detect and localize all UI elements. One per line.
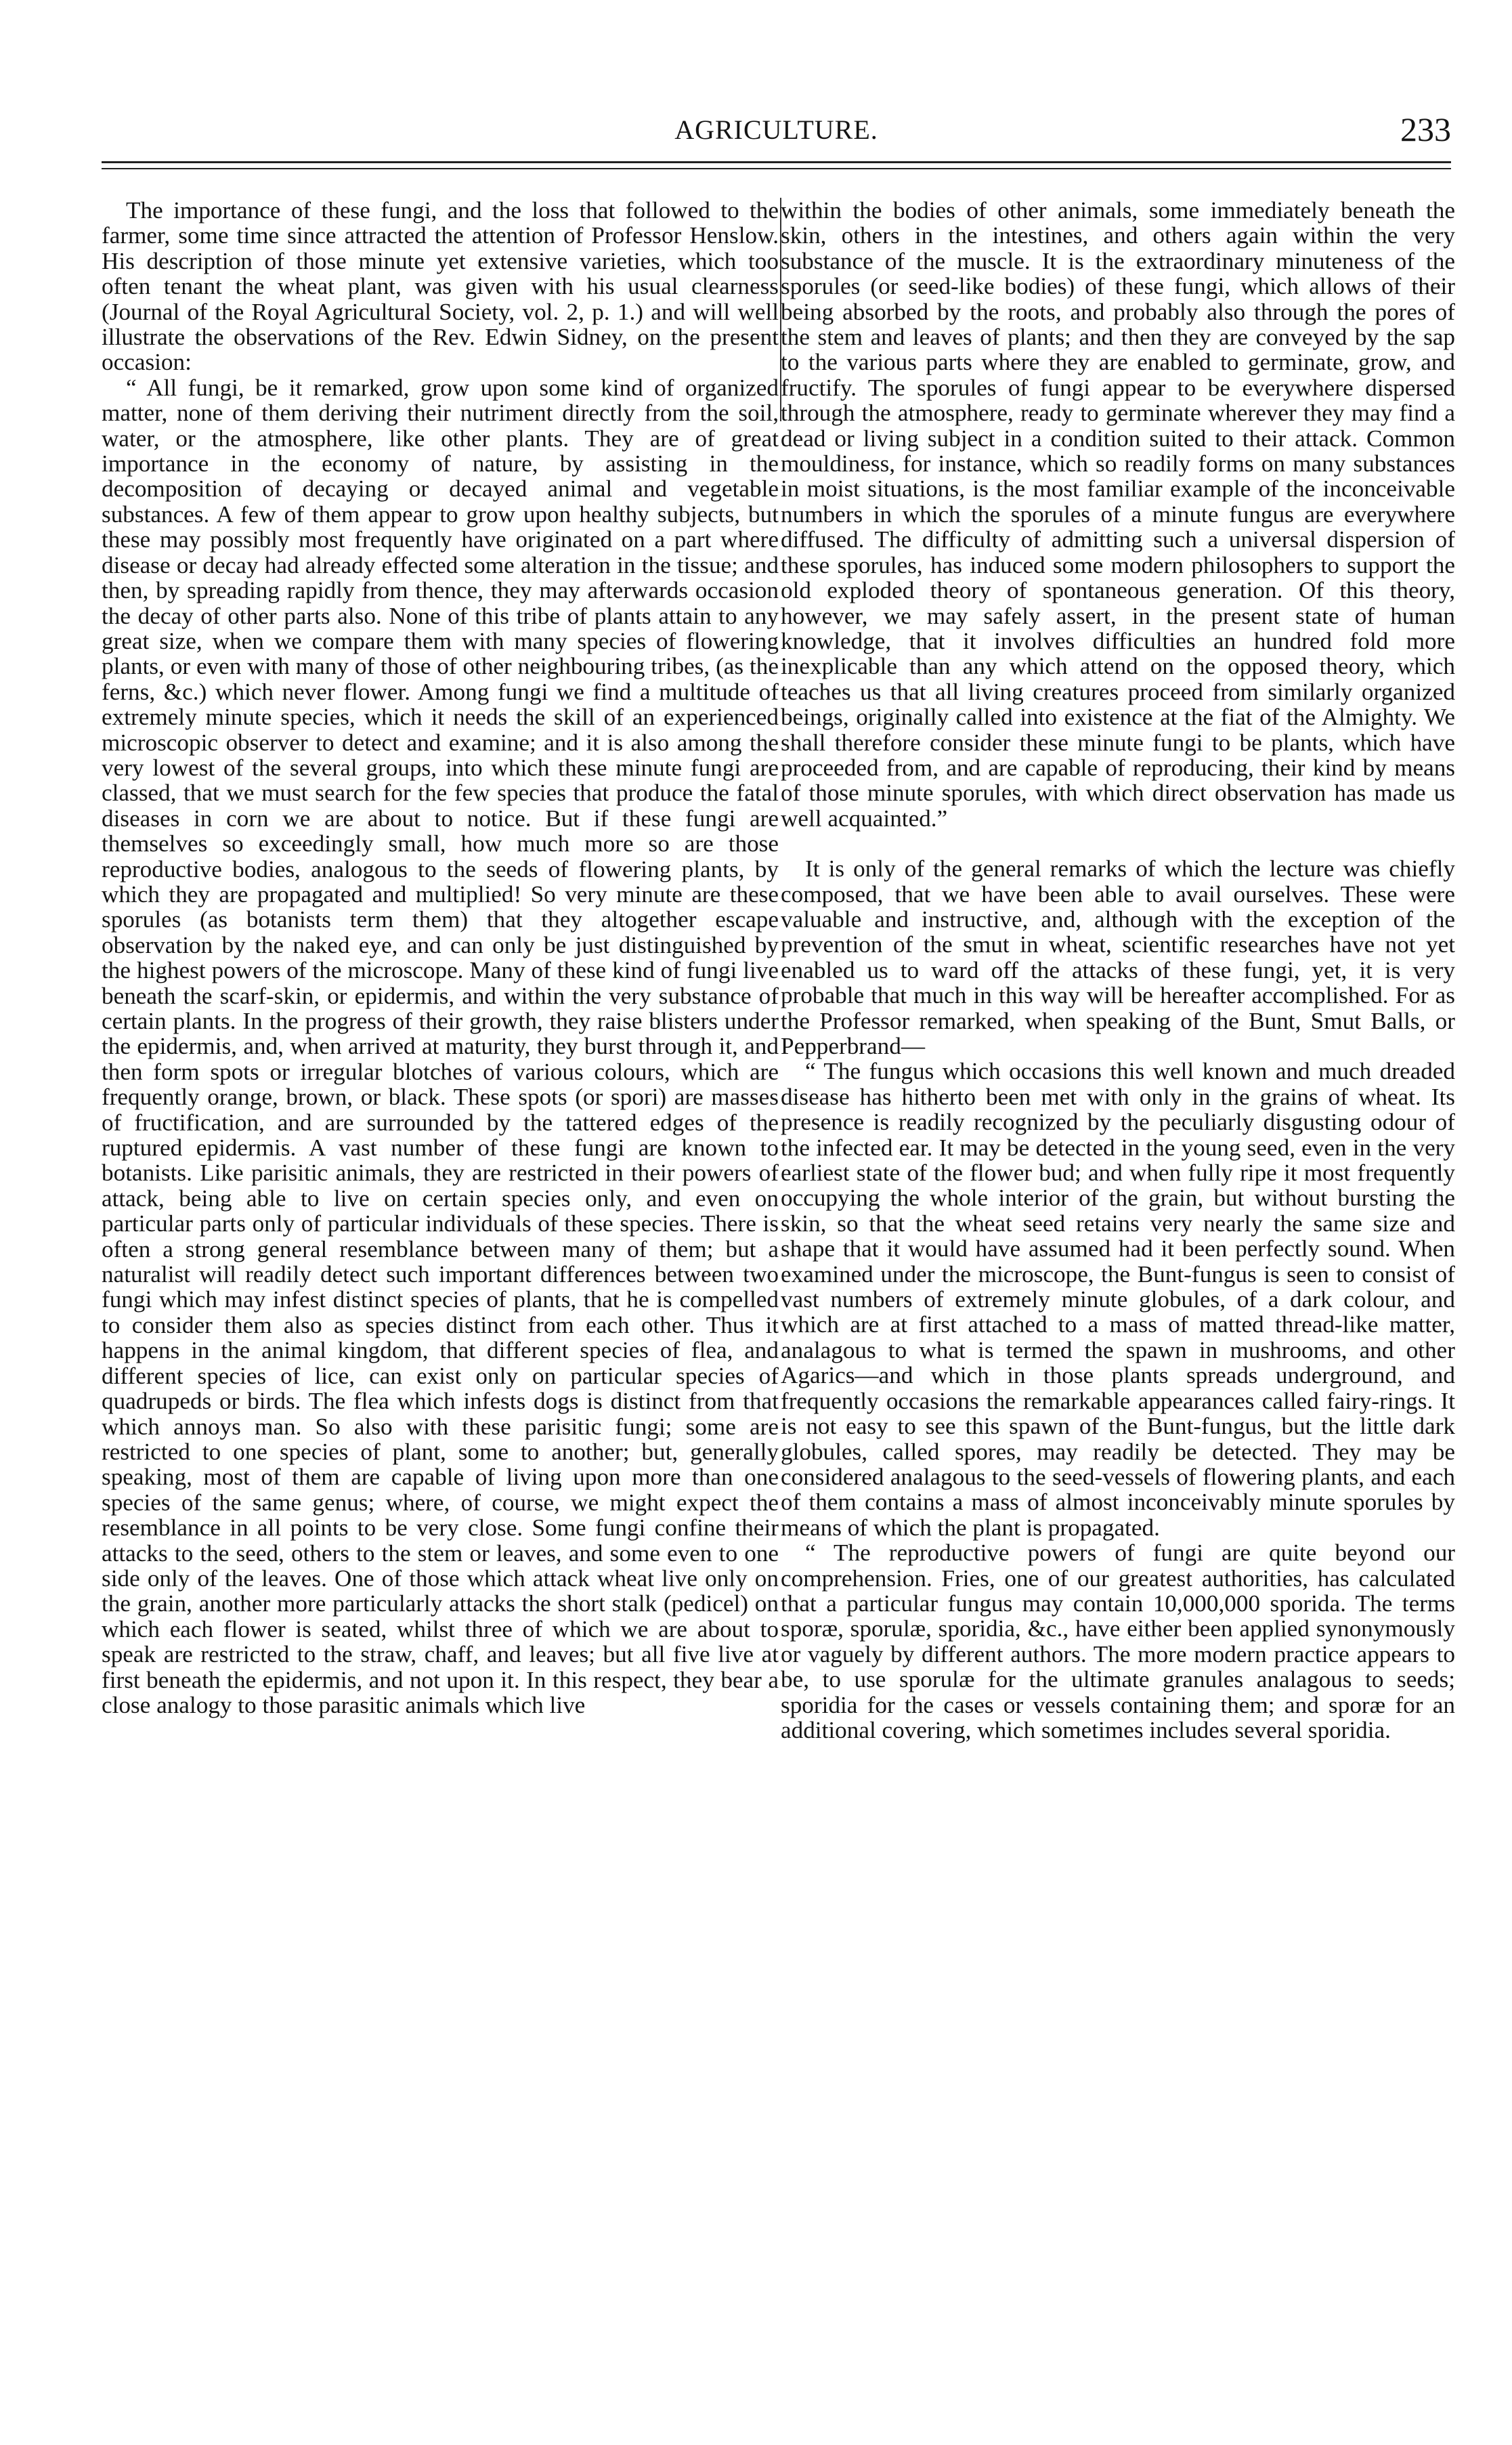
running-title: AGRICULTURE.	[674, 114, 878, 145]
paragraph: “ All fungi, be it remarked, grow upon some kind of organized matter, none of them deriving their nutriment directly from the soil, water, or the atmosphere, like other plants. They are of great importance in the economy of nature, by assisting in the decomposition of decaying or decayed animal and vegetable substances. A few of them appear to grow upon healthy subjects, but these may possibly most frequently have originated on a part where disease or decay had already effected some alteration in the tissue; and then, by spreading rapidly from thence, they may afterwards occasion the decay of other parts also. None of this tribe of plants attain to any great size, when we compare them with many species of flowering plants, or even with many of those of other neighbouring tribes, (as the ferns, &c.) which never flower. Among fungi we find a multitude of extremely minute species, which it needs the skill of an experienced microscopic observer to detect and examine; and it is also among the very lowest of the several groups, into which these minute fungi are classed, that we must search for the few species that produce the fatal diseases in corn we are about to notice. But if these fungi are themselves so exceedingly small, how much more so are those reproductive bodies, analogous to the seeds of flowering plants, by which they are propagated and multiplied! So very minute are these sporules (as botanists term them) that they altogether escape observation by the naked eye, and can only be just distinguished by the highest powers of the microscope. Many of these kind of fungi live beneath the scarf-skin, or epidermis, and within the very substance of certain plants. In the progress of their growth, they raise blisters under the epidermis, and, when arrived at maturity, they burst through it, and then form spots or irregular blotches of various colours, which are frequently orange, brown, or black. These spots (or spori) are masses of fructification, and are surrounded by the tattered edges of the ruptured epidermis. A vast number of these fungi are known to botanists. Like parisitic animals, they are restricted in their powers of attack, being able to live on certain species only, and even on particular parts only of particular individuals of these species. There is often a strong general resemblance between many of them; but a naturalist will readily detect such important differences between two fungi which may infest distinct species of plants, that he is compelled to consider them also as species distinct from each other. Thus it happens in the animal kingdom, that different species of flea, and different species of lice, can exist only on particular species of quadrupeds or birds. The flea which infests dogs is distinct from that which annoys man. So also with these parisitic fungi; some are restricted to one species of plant, some to another; but, generally speaking, most of them are capable of living upon more than one species of the same genus; where, of course, we might expect the resemblance in all points to be very close. Some fungi confine their attacks to the seed, others to the stem or leaves, and some even to one side only of the leaves. One of those which attack wheat live only on the grain, another more particularly attacks the short stalk (pedicel) on which each flower is seated, whilst three of which we are about to speak are restricted to the straw, chaff, and leaves; but all five live at first beneath the epidermis, and not upon it. In this respect, they bear a close analogy to those parasitic animals which live	[102, 374, 779, 1718]
left-column	[102, 198, 779, 1718]
paragraph: “ The reproductive powers of fungi are quite beyond our comprehension. Fries, one of our greatest authorities, has calculated that a particular fungus may contain 10,000,000 sporida. The terms sporæ, sporulæ, sporidia, &c., have either been applied synonymously or vaguely by different authors. The more modern practice appears to be, to use sporulæ for the ultimate granules analagous to seeds; sporidia for the cases or vessels containing them; and sporæ for an additional covering, which sometimes includes several sporidia.	[781, 1539, 1455, 1743]
page-number: 233	[1400, 110, 1451, 148]
paragraph: It is only of the general remarks of which the lecture was chiefly composed, that we have been able to avail ourselves. These were valuable and instructive, and, although with the exception of the prevention of the smut in wheat, scientific researches have not yet enabled us to ward off the attacks of these fungi, yet, it is very probable that much in this way will be hereafter accomplished. For as the Professor remarked, when speaking of the Bunt, Smut Balls, or Pepperbrand—	[781, 855, 1455, 1059]
paragraph: within the bodies of other animals, some immediately beneath the skin, others in the intestines, and others again within the very substance of the muscle. It is the extraordinary minuteness of the sporules (or seed-like bodies) of these fungi, which allows of their being absorbed by the roots, and probably also through the pores of the stem and leaves of plants; and then they are conveyed by the sap to the various parts where they are enabled to germinate, grow, and fructify. The sporules of fungi appear to be everywhere dispersed through the atmosphere, ready to germinate wherever they may find a dead or living subject in a condition suited to their attack. Common mouldiness, for instance, which so readily forms on many substances in moist situations, is the most familiar example of the inconceivable numbers in which the sporules of a minute fungus are everywhere diffused. The difficulty of admitting such a universal dispersion of these sporules, has induced some modern philosophers to support the old exploded theory of spontaneous generation. Of this theory, however, we may safely assert, in the present state of human knowledge, that it involves difficulties an hundred fold more inexplicable than any which attend on the opposed theory, which teaches us that all living creatures proceed from similarly organized beings, originally called into existence at the fiat of the Almighty. We shall therefore consider these minute fungi to be plants, which have proceeded from, and are capable of reproducing, their kind by means of those minute sporules, with which direct observation has made us well acquainted.”	[781, 197, 1455, 832]
header-rule-top	[102, 161, 1451, 163]
running-head	[102, 110, 1451, 154]
right-column	[781, 198, 1455, 1743]
paragraph: “ The fungus which occasions this well known and much dreaded disease has hitherto been met with only in the grains of wheat. Its presence is readily recognized by the peculiarly disgusting odour of the infected ear. It may be detected in the young seed, even in the very earliest state of the flower bud; and when fully ripe it most frequently occupying the whole interior of the grain, but without bursting the skin, so that the wheat seed retains very nearly the same size and shape that it would have assumed had it been perfectly sound. When examined under the microscope, the Bunt-fungus is seen to consist of vast numbers of extremely minute globules, of a dark colour, and which are at first attached to a mass of matted thread-like matter, analagous to what is termed the spawn in mushrooms, and other Agarics—and which in those plants spreads underground, and frequently occasions the remarkable appearances called fairy-rings. It is not easy to see this spawn of the Bunt-fungus, but the little dark globules, called spores, may readily be detected. They may be considered analagous to the seed-vessels of flowering plants, and each of them contains a mass of almost inconceivably minute sporules by means of which the plant is propagated.	[781, 1058, 1455, 1541]
paragraph: The importance of these fungi, and the loss that followed to the farmer, some time since attracted the attention of Professor Henslow. His description of those minute yet extensive varieties, which too often tenant the wheat plant, was given with his usual clearness (Journal of the Royal Agricultural Society, vol. 2, p. 1.) and will well illustrate the observations of the Rev. Edwin Sidney, on the present occasion:	[102, 197, 779, 376]
header-rule-bottom	[102, 168, 1451, 169]
